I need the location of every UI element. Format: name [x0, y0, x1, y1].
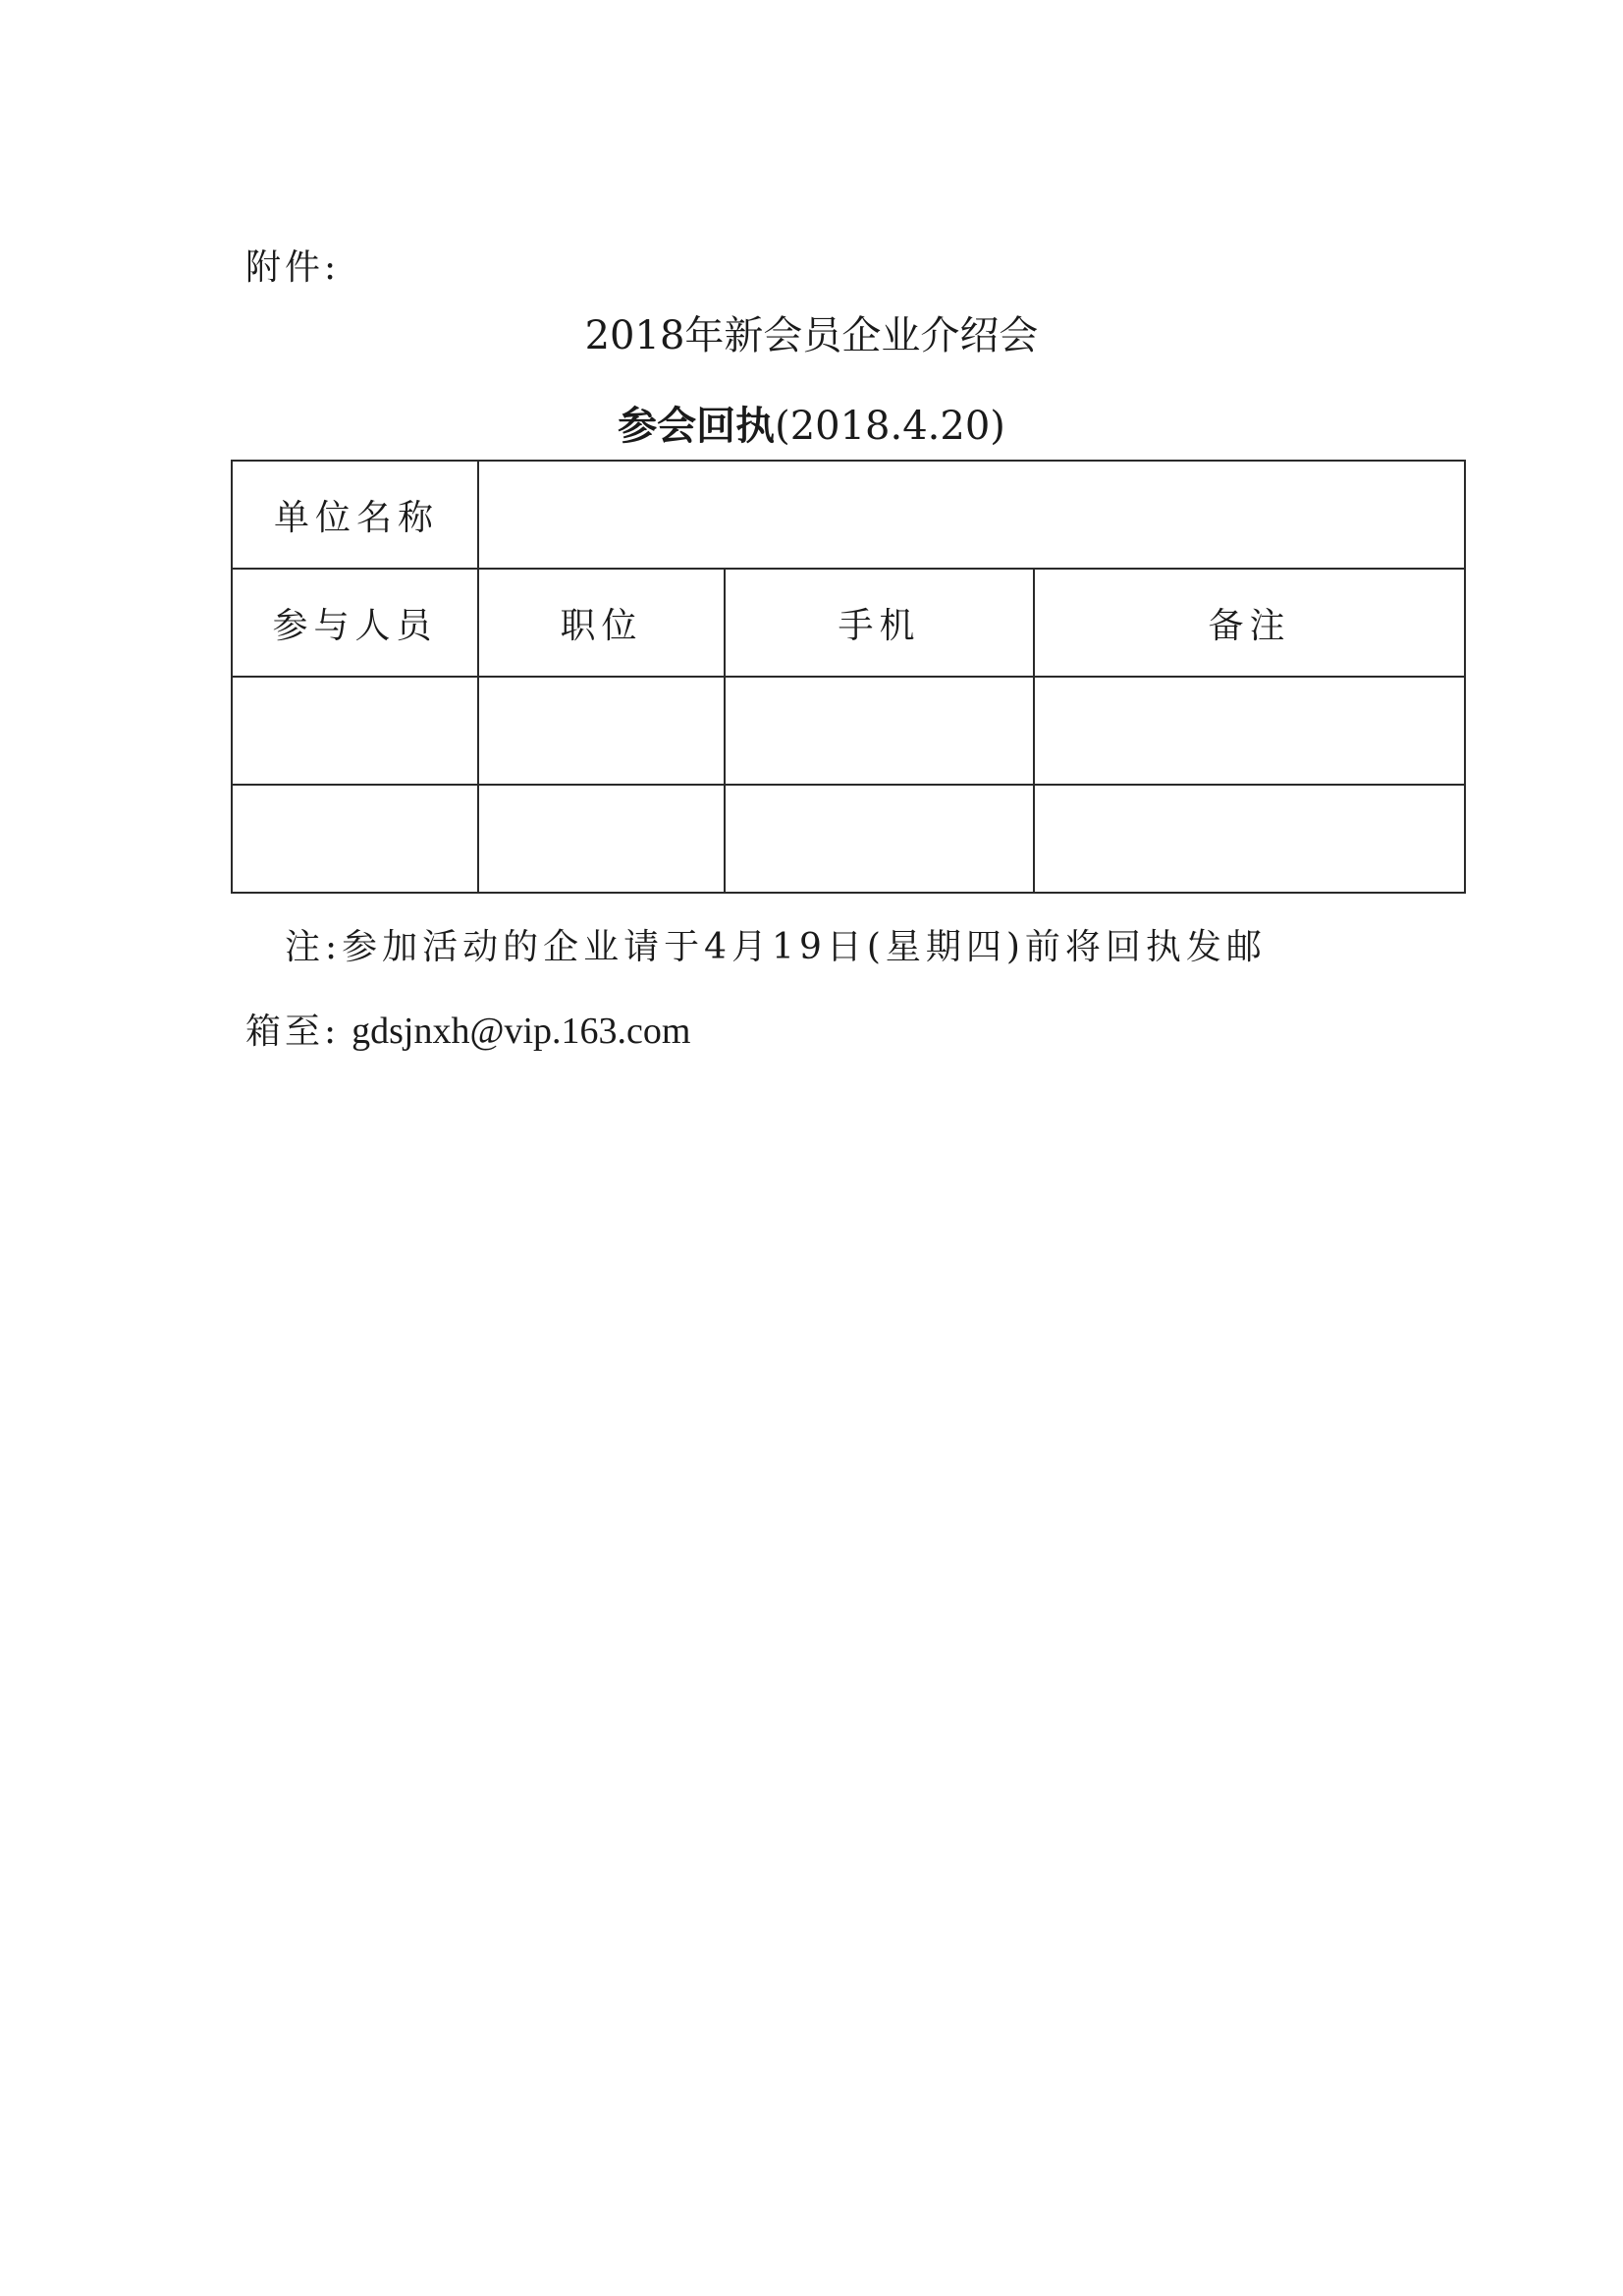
- receipt-form-table: [231, 460, 1466, 894]
- mobile-cell[interactable]: [725, 785, 1034, 893]
- contact-email-link[interactable]: gdsjnxh@vip.163.com: [352, 1011, 691, 1052]
- header-position: 职位: [478, 569, 725, 677]
- document-subtitle: [0, 395, 1623, 451]
- document-title: 2018年新会员企业介绍会: [584, 313, 1039, 358]
- mobile-cell[interactable]: [725, 677, 1034, 785]
- company-name-label: 单位名称: [232, 461, 478, 569]
- remarks-cell[interactable]: [1034, 677, 1465, 785]
- note-email-prefix: 箱至:: [245, 1011, 341, 1052]
- header-attendee: 参与人员: [232, 569, 478, 677]
- receipt-date: (2018.4.20): [775, 404, 1005, 449]
- receipt-title: 参会回执: [618, 403, 776, 449]
- header-mobile: 手机: [725, 569, 1034, 677]
- position-cell[interactable]: [478, 785, 725, 893]
- attachment-label: 附件:: [245, 247, 341, 288]
- note-line-1: 注:参加活动的企业请于4月19日(星期四)前将回执发邮: [285, 927, 1267, 967]
- attendee-cell[interactable]: [232, 785, 478, 893]
- table-row: [232, 677, 1465, 785]
- note-line-2: [245, 1004, 690, 1054]
- table-row: [232, 785, 1465, 893]
- remarks-cell[interactable]: [1034, 785, 1465, 893]
- header-remarks: 备注: [1034, 569, 1465, 677]
- company-name-row: [232, 461, 1465, 569]
- company-name-field[interactable]: [478, 461, 1465, 569]
- position-cell[interactable]: [478, 677, 725, 785]
- header-row: [232, 569, 1465, 677]
- attendee-cell[interactable]: [232, 677, 478, 785]
